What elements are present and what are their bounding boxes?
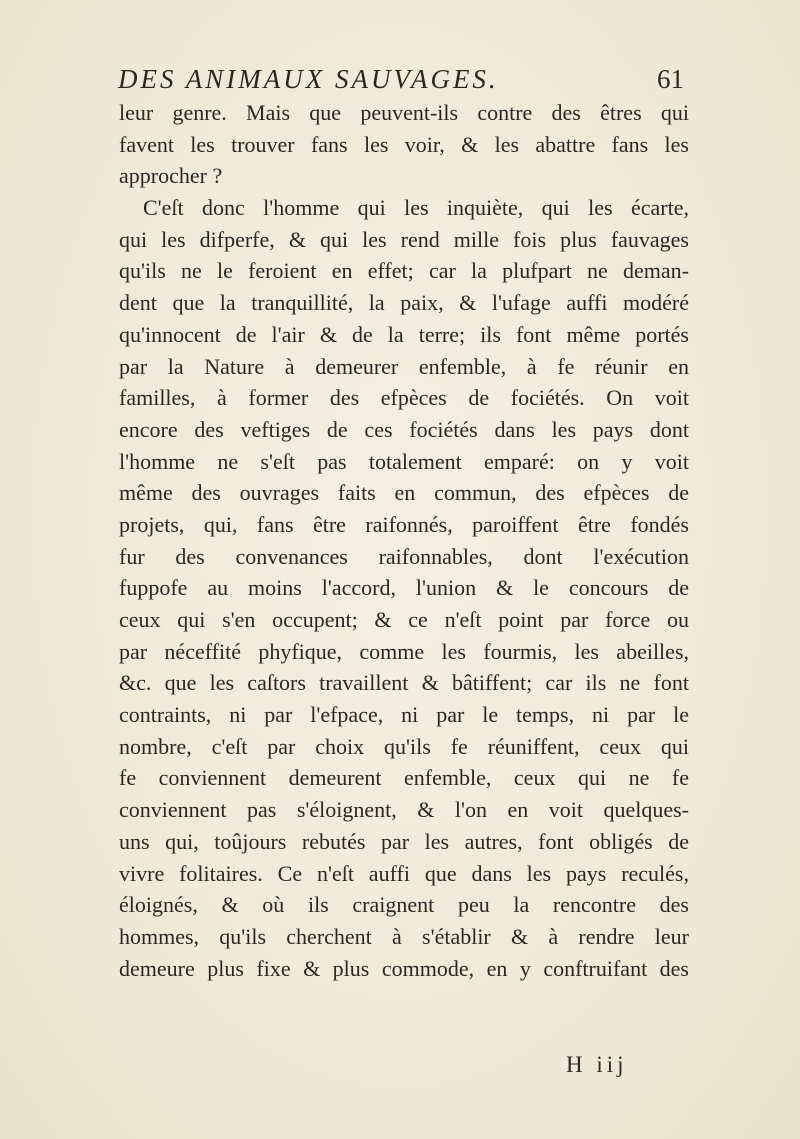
text-line: par néceffité phyfique, comme les fourmis, les abeilles, — [119, 638, 689, 664]
text-line: uns qui, toûjours rebutés par les autres, font obligés de — [119, 828, 689, 854]
text-line: vivre folitaires. Ce n'eſt auffi que dans les pays reculés, — [119, 860, 689, 886]
text-line: qu'ils ne le feroient en effet; car la plufpart ne deman- — [119, 258, 689, 284]
text-line: l'homme ne s'eſt pas totalement emparé: on y voit — [119, 448, 689, 474]
text-line: approcher ? — [119, 163, 223, 189]
text-line: éloignés, & où ils craignent peu la rencontre des — [119, 892, 689, 918]
text-line: leur genre. Mais que peuvent-ils contre des êtres qui — [119, 100, 689, 125]
text-line: contraints, ni par l'efpace, ni par le temps, ni par le — [119, 702, 689, 728]
text-line: familles, à former des efpèces de fociétés. On voit — [119, 385, 689, 411]
text-line: dent que la tranquillité, la paix, & l'ufage auffi modéré — [119, 290, 689, 316]
text-line: fuppofe au moins l'accord, l'union & le concours de — [119, 575, 689, 601]
text-line: même des ouvrages faits en commun, des efpèces de — [119, 480, 689, 506]
text-line: C'eſt donc l'homme qui les inquiète, qui les écarte, — [143, 195, 689, 221]
text-line: projets, qui, fans être raifonnés, paroiffent être fondés — [119, 511, 689, 537]
page-number: 61 — [657, 64, 684, 94]
body-text — [119, 97, 689, 984]
signature-mark: H iij — [566, 1052, 628, 1077]
text-line: nombre, c'eſt par choix qu'ils fe réuniffent, ceux qui — [119, 733, 689, 759]
text-line: qui les difperfe, & qui les rend mille fois plus fauvages — [119, 226, 689, 252]
text-line: conviennent pas s'éloignent, & l'on en voit quelques- — [119, 797, 689, 823]
page-header — [118, 64, 684, 98]
text-line: hommes, qu'ils cherchent à s'établir & à rendre leur — [119, 923, 689, 949]
text-line: favent les trouver fans les voir, & les abattre fans les — [119, 131, 689, 157]
running-head: DES ANIMAUX SAUVAGES. — [118, 64, 499, 94]
text-line: qu'innocent de l'air & de la terre; ils font même portés — [119, 321, 689, 347]
text-line: encore des veftiges de ces fociétés dans les pays dont — [119, 416, 689, 442]
text-line: fur des convenances raifonnables, dont l'exécution — [119, 543, 689, 569]
text-line: par la Nature à demeurer enfemble, à fe réunir en — [119, 353, 689, 379]
text-line: &c. que les caſtors travaillent & bâtiffent; car ils ne font — [119, 670, 689, 696]
text-line: ceux qui s'en occupent; & ce n'eſt point par force ou — [119, 607, 689, 632]
text-line: demeure plus fixe & plus commode, en y conftruifant des — [119, 955, 689, 981]
text-line: fe conviennent demeurent enfemble, ceux qui ne fe — [119, 765, 689, 791]
